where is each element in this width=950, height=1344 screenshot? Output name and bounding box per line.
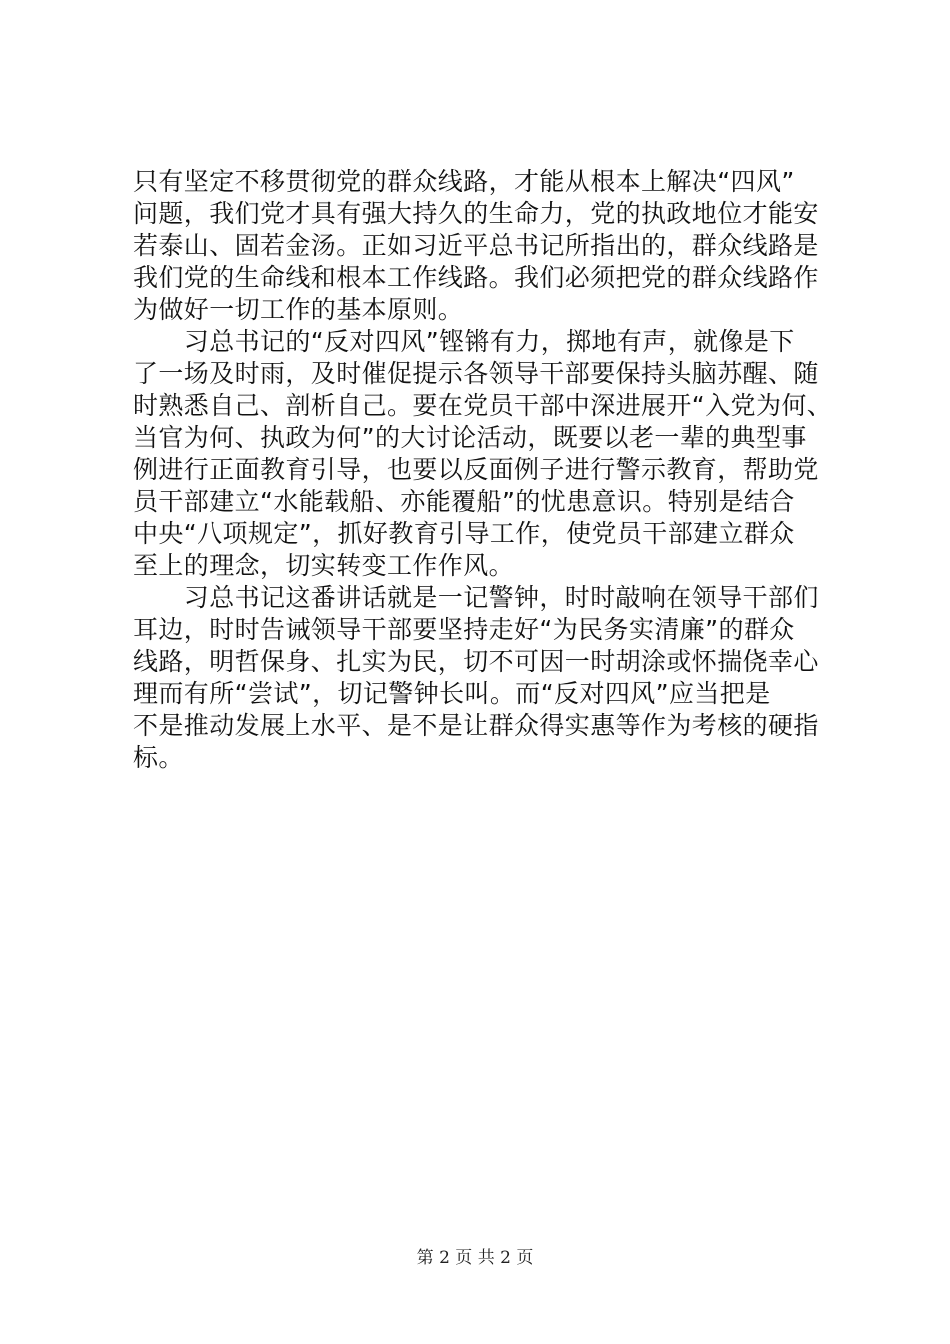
body-text (133, 166, 833, 774)
text-line: 了一场及时雨，及时催促提示各领导干部要保持头脑苏醒、随 (133, 359, 819, 388)
text-line: 标。 (133, 743, 184, 772)
text-line: 为做好一切工作的基本原则。 (133, 295, 464, 324)
text-line: 耳边，时时告诫领导干部要坚持走好“为民务实清廉”的群众 (133, 615, 795, 644)
text-line: 例进行正面教育引导，也要以反面例子进行警示教育，帮助党 (133, 455, 819, 484)
text-line: 习总书记的“反对四风”铿锵有力，掷地有声，就像是下 (133, 327, 795, 356)
text-line: 若泰山、固若金汤。正如习近平总书记所指出的，群众线路是 (133, 231, 819, 260)
text-line: 至上的理念，切实转变工作作风。 (133, 551, 515, 580)
page-footer (0, 1243, 950, 1268)
text-line: 理而有所“尝试”，切记警钟长叫。而“反对四风”应当把是 (133, 679, 771, 708)
text-line: 我们党的生命线和根本工作线路。我们必须把党的群众线路作 (133, 263, 819, 292)
text-line: 习总书记这番讲话就是一记警钟，时时敲响在领导干部们 (133, 583, 819, 612)
text-line: 只有坚定不移贯彻党的群众线路，才能从根本上解决“四风” (133, 167, 795, 196)
text-line: 员干部建立“水能载船、亦能覆船”的忧患意识。特别是结合 (133, 487, 795, 516)
page-number: 第 2 页 共 2 页 (416, 1248, 534, 1268)
text-line: 中央“八项规定”，抓好教育引导工作，使党员干部建立群众 (133, 519, 795, 548)
text-line: 当官为何、执政为何”的大讨论活动，既要以老一辈的典型事 (133, 423, 807, 452)
text-line: 时熟悉自己、剖析自己。要在党员干部中深进展开“入党为何、 (133, 391, 833, 420)
text-line: 线路，明哲保身、扎实为民，切不可因一时胡涂或怀揣侥幸心 (133, 647, 819, 676)
text-line: 不是推动发展上水平、是不是让群众得实惠等作为考核的硬指 (133, 711, 819, 740)
text-line: 问题，我们党才具有强大持久的生命力，党的执政地位才能安 (133, 199, 819, 228)
